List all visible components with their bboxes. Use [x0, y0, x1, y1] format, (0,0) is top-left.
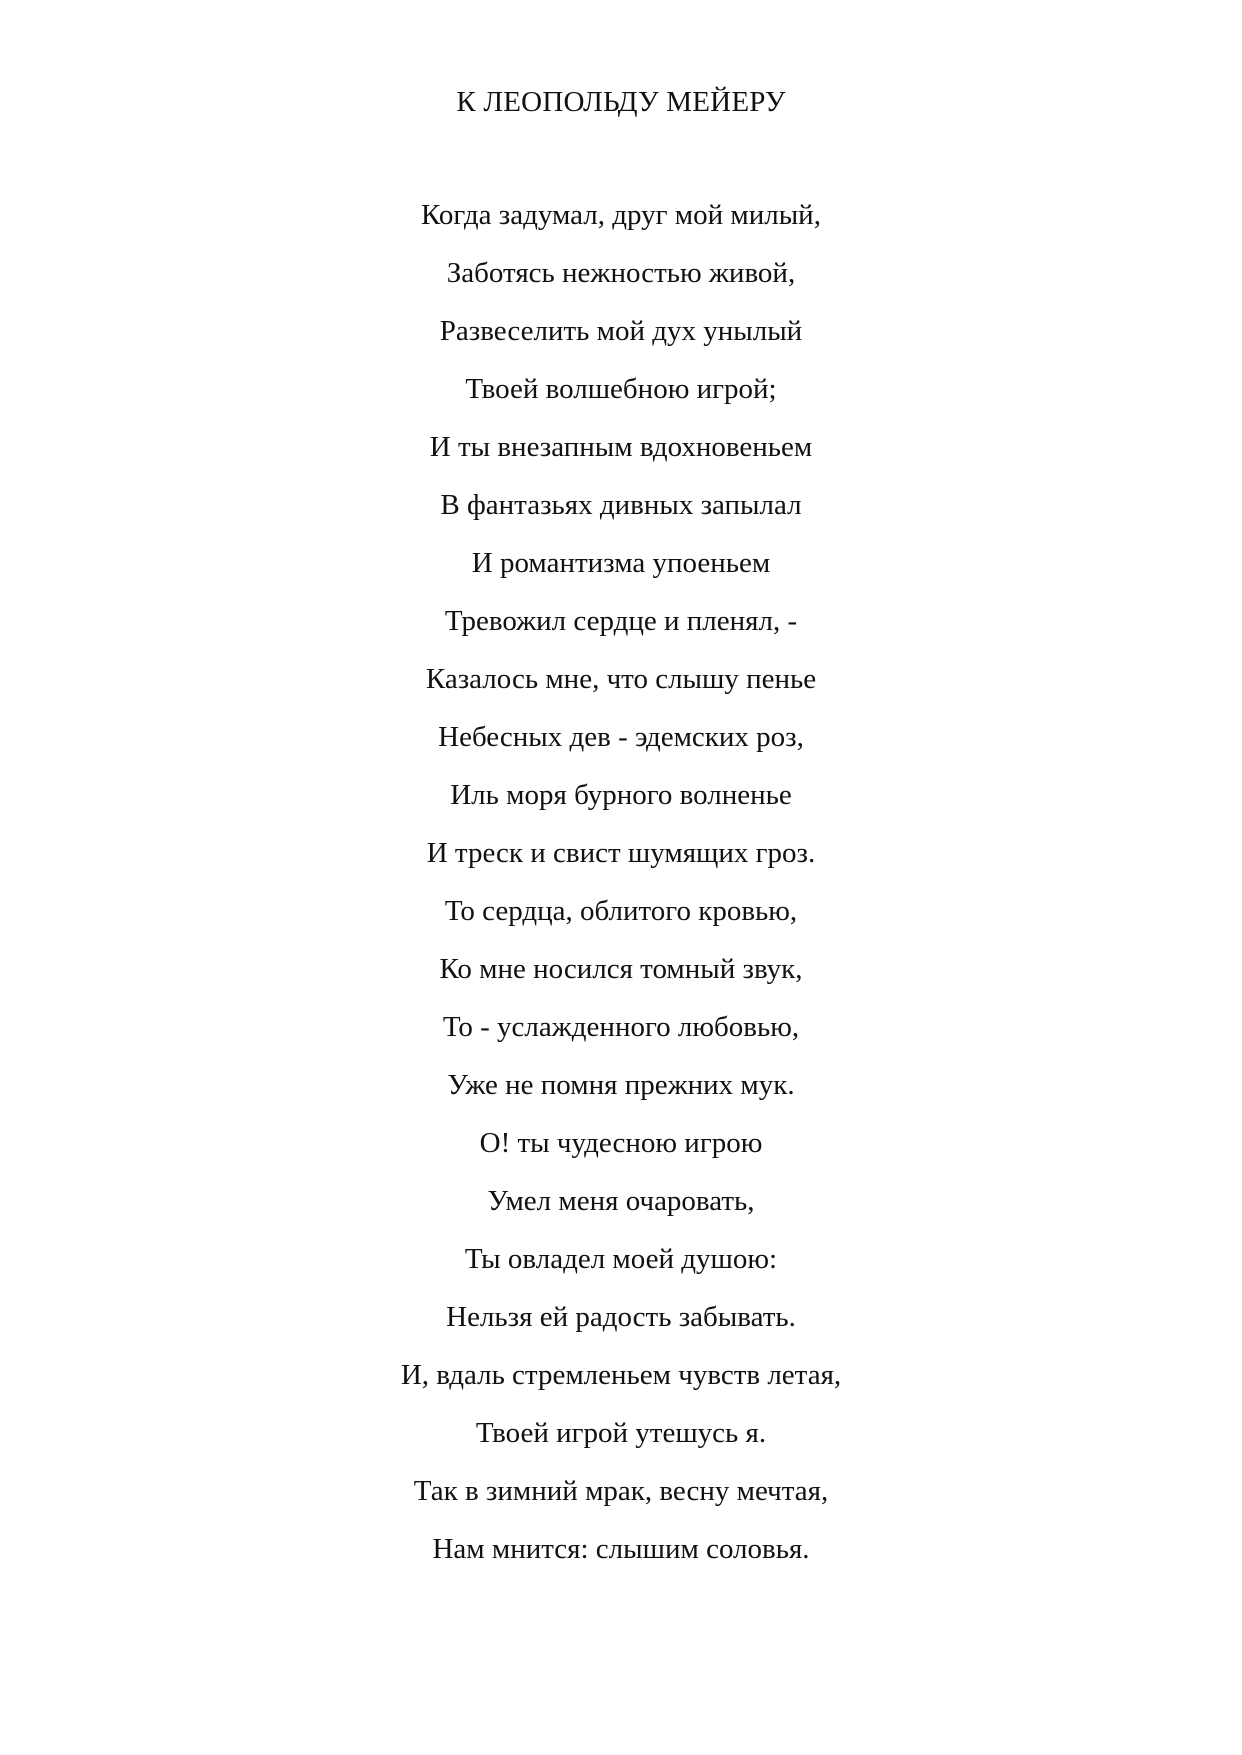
poem-line: Когда задумал, друг мой милый, — [421, 199, 821, 231]
poem-line: И, вдаль стремленьем чувств летая, — [400, 1359, 842, 1391]
poem-line: Уже не помня прежних мук. — [447, 1069, 795, 1101]
poem-line: Заботясь нежностью живой, — [446, 257, 796, 289]
poem-title: К ЛЕОПОЛЬДУ МЕЙЕРУ — [456, 86, 786, 118]
poem-line: Развеселить мой дух унылый — [439, 315, 803, 347]
poem-line: Нельзя ей радость забывать. — [446, 1301, 796, 1333]
poem-line: О! ты чудесною игрою — [479, 1127, 763, 1159]
poem-line: И ты внезапным вдохновеньем — [429, 431, 813, 463]
poem-line: Тревожил сердце и пленял, - — [444, 605, 798, 637]
poem-line: То - услажденного любовью, — [442, 1011, 800, 1043]
poem-line: Твоей игрой утешусь я. — [475, 1417, 767, 1449]
poem-line: Ты овладел моей душою: — [464, 1243, 778, 1275]
poem-line: Твоей волшебною игрой; — [465, 373, 777, 405]
poem-line: Казалось мне, что слышу пенье — [425, 663, 817, 695]
poem-line: Ко мне носился томный звук, — [439, 953, 803, 985]
poem-line: Небесных дев - эдемских роз, — [438, 721, 804, 753]
poem-line: В фантазьях дивных запылал — [440, 489, 802, 521]
poem-line: Нам мнится: слышим соловья. — [432, 1533, 810, 1565]
poem-line: Иль моря бурного волненье — [450, 779, 792, 811]
poem-line: И треск и свист шумящих гроз. — [426, 837, 816, 869]
poem-line: То сердца, облитого кровью, — [444, 895, 798, 927]
poem-line: И романтизма упоеньем — [471, 547, 771, 579]
poem-body — [0, 195, 1242, 1587]
poem-line: Умел меня очаровать, — [487, 1185, 755, 1217]
poem-line: Так в зимний мрак, весну мечтая, — [413, 1475, 829, 1507]
